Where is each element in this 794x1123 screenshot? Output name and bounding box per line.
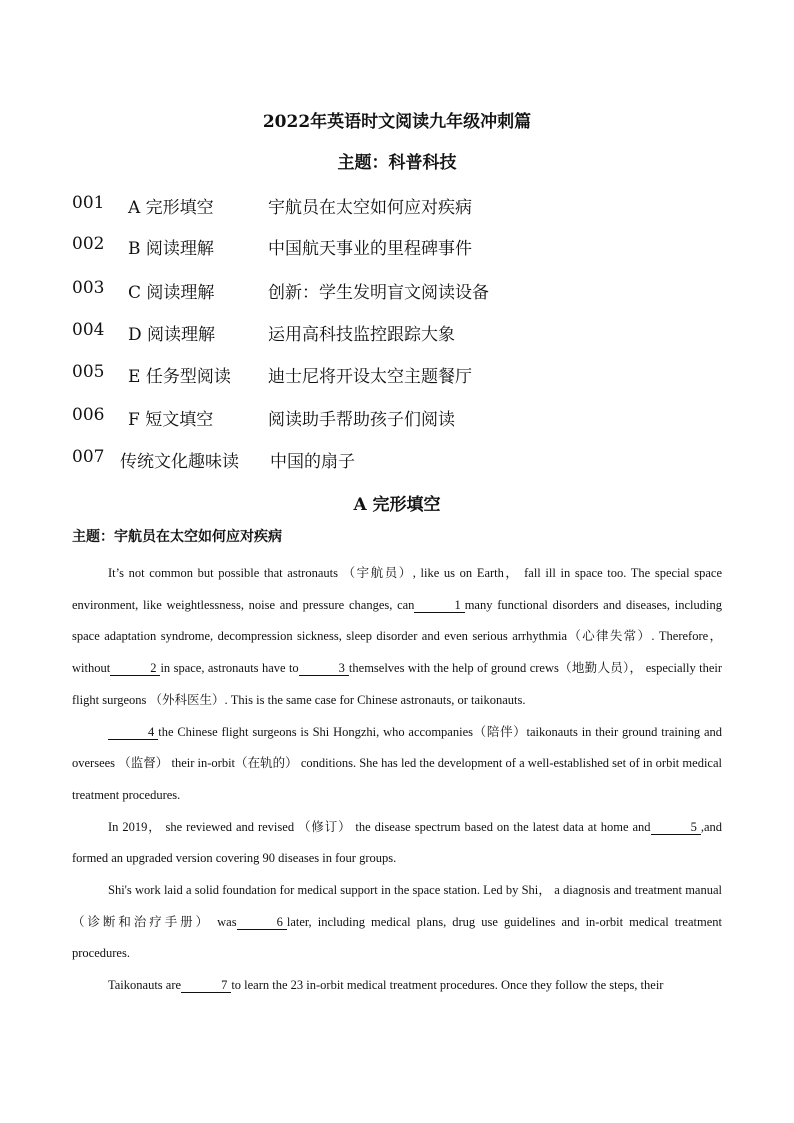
- toc-number: 006: [72, 405, 105, 425]
- blank-2: 2: [110, 661, 160, 676]
- toc-title: 迪士尼将开设太空主题餐厅: [268, 367, 472, 387]
- toc-title: 中国的扇子: [270, 452, 355, 472]
- toc-section: F 短文填空: [128, 410, 214, 430]
- toc-section: D 阅读理解: [128, 325, 216, 345]
- toc-title: 宇航员在太空如何应对疾病: [268, 198, 472, 218]
- toc-title: 运用高科技监控跟踪大象: [268, 325, 455, 345]
- paragraph: [72, 970, 722, 1002]
- paragraph: [72, 875, 722, 970]
- text-run: to learn the 23 in-orbit medical treatment procedures. Once they follow the steps, their: [231, 978, 664, 993]
- section-heading: A 完形填空: [353, 495, 441, 515]
- toc-number: 002: [72, 234, 105, 254]
- paragraph: [72, 717, 722, 812]
- toc-number: 001: [72, 193, 105, 213]
- blank-3: 3: [299, 661, 349, 676]
- text-run: Taikonauts are: [108, 978, 182, 993]
- blank-1: 1: [414, 598, 464, 613]
- document-title: 2022年英语时文阅读九年级冲刺篇: [262, 112, 532, 132]
- text-run: ,and formed an upgraded version covering 90 diseases in four groups.: [72, 819, 722, 866]
- toc-title: 阅读助手帮助孩子们阅读: [268, 410, 455, 430]
- toc-number: 005: [72, 362, 105, 382]
- toc-title: 创新：学生发明盲文阅读设备: [268, 283, 489, 303]
- paragraph: [72, 812, 722, 875]
- text-run: many functional disorders and diseases, including space adaptation syndrome, decompression sickness, sleep disorder and even serious arrhythmia（心律失常）. Therefore，without: [72, 597, 722, 676]
- text-run: later, including medical plans, drug use guidelines and in-orbit medical treatment procedures.: [72, 914, 722, 961]
- text-run: themselves with the help of ground crews（地勤人员）， especially their flight surgeons （外科医生）. This is the same case for Chinese astronauts, or taikonauts.: [72, 661, 722, 707]
- text-run: the Chinese flight surgeons is Shi Hongzhi, who accompanies（陪伴）taikonauts in their ground training and oversees （监督） their in-orbit（在轨的） conditions. She has led the development of a well-established set of in orbit medical treatment procedures.: [72, 724, 722, 802]
- toc-section: E 任务型阅读: [128, 367, 231, 387]
- toc-section: B 阅读理解: [128, 239, 214, 259]
- toc-title: 中国航天事业的里程碑事件: [268, 239, 472, 259]
- toc-number: 004: [72, 320, 105, 340]
- document-theme: 主题：科普科技: [337, 153, 457, 173]
- toc-number: 007: [72, 447, 105, 467]
- blank-7: 7: [181, 978, 231, 993]
- article-body: [72, 558, 722, 1002]
- toc-section: C 阅读理解: [128, 283, 215, 303]
- toc-section: A 完形填空: [128, 198, 214, 218]
- topic-line: 主题：宇航员在太空如何应对疾病: [72, 529, 282, 545]
- blank-4: 4: [108, 725, 158, 740]
- text-run: Shi's work laid a solid foundation for medical support in the space station. Led by Shi， a diagnosis and treatment manual（诊断和治疗手册） was: [72, 883, 722, 929]
- text-run: In 2019， she reviewed and revised （修订） the disease spectrum based on the latest data at home and: [108, 819, 651, 834]
- text-run: It’s not common but possible that astronauts （宇航员）, like us on Earth， fall ill in space too. The special space environment, like weightlessness, noise and pressure changes, can: [72, 566, 722, 612]
- blank-6: 6: [237, 915, 287, 930]
- text-run: in space, astronauts have to: [160, 661, 299, 676]
- blank-5: 5: [651, 820, 701, 835]
- toc-section: 传统文化趣味读: [120, 452, 239, 472]
- toc-number: 003: [72, 278, 105, 298]
- paragraph: [72, 558, 722, 717]
